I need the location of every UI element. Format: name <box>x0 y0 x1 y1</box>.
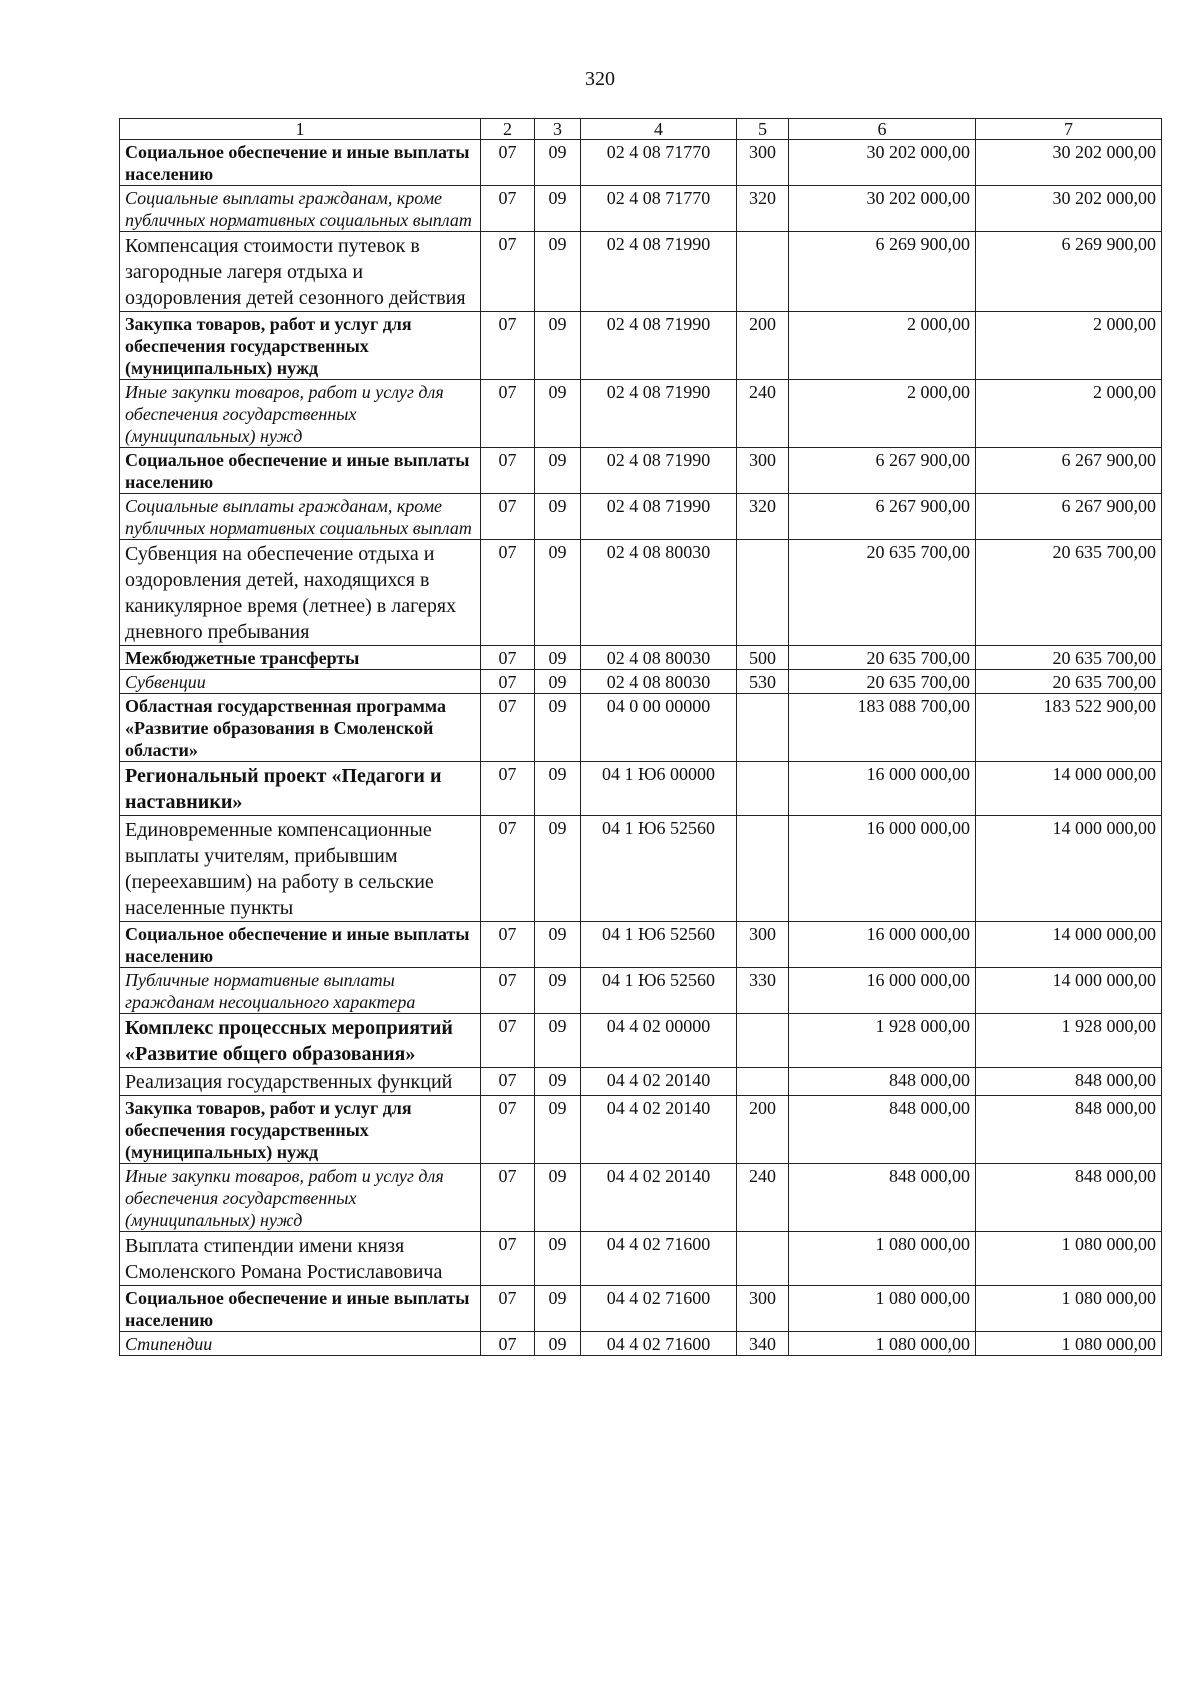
expense-type-cell: 330 <box>737 968 789 1014</box>
row-name-cell: Социальные выплаты гражданам, кроме публичных нормативных социальных выплат <box>120 186 481 232</box>
subsection-code-cell: 09 <box>535 816 581 922</box>
amount-year2-cell: 183 522 900,00 <box>976 694 1162 762</box>
amount-year1-cell: 16 000 000,00 <box>789 762 976 816</box>
subsection-code-cell: 09 <box>535 186 581 232</box>
row-name-cell: Региональный проект «Педагоги и наставники» <box>120 762 481 816</box>
section-code-cell: 07 <box>481 762 535 816</box>
table-row <box>120 1332 1162 1356</box>
target-article-cell: 04 4 02 20140 <box>581 1164 737 1232</box>
expense-type-cell: 320 <box>737 494 789 540</box>
row-name-cell: Субвенция на обеспечение отдыха и оздоровления детей, находящихся в каникулярное время (летнее) в лагерях дневного пребывания <box>120 540 481 646</box>
amount-year1-cell: 30 202 000,00 <box>789 186 976 232</box>
target-article-cell: 02 4 08 71990 <box>581 494 737 540</box>
expense-type-cell: 530 <box>737 670 789 694</box>
expense-type-cell: 300 <box>737 1286 789 1332</box>
expense-type-cell <box>737 232 789 312</box>
amount-year2-cell: 1 080 000,00 <box>976 1332 1162 1356</box>
amount-year2-cell: 20 635 700,00 <box>976 646 1162 670</box>
subsection-code-cell: 09 <box>535 922 581 968</box>
amount-year2-cell: 6 269 900,00 <box>976 232 1162 312</box>
amount-year1-cell: 6 267 900,00 <box>789 494 976 540</box>
expense-type-cell <box>737 762 789 816</box>
subsection-code-cell: 09 <box>535 1096 581 1164</box>
row-name-cell: Компенсация стоимости путевок в загородные лагеря отдыха и оздоровления детей сезонного действия <box>120 232 481 312</box>
row-name-cell: Иные закупки товаров, работ и услуг для обеспечения государственных (муниципальных) нужд <box>120 380 481 448</box>
expense-type-cell <box>737 540 789 646</box>
subsection-code-cell: 09 <box>535 232 581 312</box>
subsection-code-cell: 09 <box>535 1286 581 1332</box>
table-row <box>120 762 1162 816</box>
table-row <box>120 1096 1162 1164</box>
amount-year1-cell: 16 000 000,00 <box>789 922 976 968</box>
target-article-cell: 02 4 08 71770 <box>581 140 737 186</box>
table-header-row <box>120 119 1162 140</box>
header-cell-7: 7 <box>976 119 1162 140</box>
amount-year1-cell: 848 000,00 <box>789 1068 976 1096</box>
table-row <box>120 540 1162 646</box>
expense-type-cell: 320 <box>737 186 789 232</box>
row-name-cell: Областная государственная программа «Развитие образования в Смоленской области» <box>120 694 481 762</box>
subsection-code-cell: 09 <box>535 140 581 186</box>
table-row <box>120 448 1162 494</box>
amount-year1-cell: 16 000 000,00 <box>789 816 976 922</box>
target-article-cell: 02 4 08 71770 <box>581 186 737 232</box>
row-name-cell: Межбюджетные трансферты <box>120 646 481 670</box>
subsection-code-cell: 09 <box>535 762 581 816</box>
target-article-cell: 04 4 02 71600 <box>581 1332 737 1356</box>
target-article-cell: 04 1 Ю6 52560 <box>581 968 737 1014</box>
amount-year2-cell: 6 267 900,00 <box>976 448 1162 494</box>
row-name-cell: Реализация государственных функций <box>120 1068 481 1096</box>
section-code-cell: 07 <box>481 312 535 380</box>
section-code-cell: 07 <box>481 494 535 540</box>
header-cell-2: 2 <box>481 119 535 140</box>
row-name-cell: Субвенции <box>120 670 481 694</box>
subsection-code-cell: 09 <box>535 1164 581 1232</box>
table-row <box>120 968 1162 1014</box>
target-article-cell: 04 4 02 71600 <box>581 1286 737 1332</box>
table-row <box>120 1286 1162 1332</box>
expense-type-cell: 300 <box>737 922 789 968</box>
amount-year2-cell: 2 000,00 <box>976 380 1162 448</box>
amount-year2-cell: 848 000,00 <box>976 1068 1162 1096</box>
expense-type-cell <box>737 694 789 762</box>
row-name-cell: Социальное обеспечение и иные выплаты населению <box>120 922 481 968</box>
row-name-cell: Социальное обеспечение и иные выплаты населению <box>120 1286 481 1332</box>
amount-year2-cell: 1 080 000,00 <box>976 1286 1162 1332</box>
table-row <box>120 1068 1162 1096</box>
amount-year2-cell: 20 635 700,00 <box>976 670 1162 694</box>
section-code-cell: 07 <box>481 186 535 232</box>
amount-year1-cell: 30 202 000,00 <box>789 140 976 186</box>
table-row <box>120 670 1162 694</box>
table-row <box>120 646 1162 670</box>
target-article-cell: 04 4 02 20140 <box>581 1096 737 1164</box>
target-article-cell: 04 4 02 20140 <box>581 1068 737 1096</box>
amount-year1-cell: 1 928 000,00 <box>789 1014 976 1068</box>
section-code-cell: 07 <box>481 646 535 670</box>
expense-type-cell: 500 <box>737 646 789 670</box>
target-article-cell: 02 4 08 71990 <box>581 448 737 494</box>
target-article-cell: 02 4 08 80030 <box>581 540 737 646</box>
row-name-cell: Публичные нормативные выплаты гражданам несоциального характера <box>120 968 481 1014</box>
subsection-code-cell: 09 <box>535 380 581 448</box>
target-article-cell: 02 4 08 71990 <box>581 380 737 448</box>
amount-year2-cell: 848 000,00 <box>976 1164 1162 1232</box>
amount-year2-cell: 14 000 000,00 <box>976 762 1162 816</box>
section-code-cell: 07 <box>481 1096 535 1164</box>
section-code-cell: 07 <box>481 540 535 646</box>
section-code-cell: 07 <box>481 922 535 968</box>
subsection-code-cell: 09 <box>535 540 581 646</box>
section-code-cell: 07 <box>481 816 535 922</box>
header-cell-1: 1 <box>120 119 481 140</box>
subsection-code-cell: 09 <box>535 1232 581 1286</box>
subsection-code-cell: 09 <box>535 670 581 694</box>
target-article-cell: 04 4 02 00000 <box>581 1014 737 1068</box>
section-code-cell: 07 <box>481 694 535 762</box>
amount-year1-cell: 848 000,00 <box>789 1096 976 1164</box>
subsection-code-cell: 09 <box>535 312 581 380</box>
table-row <box>120 1232 1162 1286</box>
table-row <box>120 816 1162 922</box>
header-cell-6: 6 <box>789 119 976 140</box>
expense-type-cell: 240 <box>737 1164 789 1232</box>
expense-type-cell: 340 <box>737 1332 789 1356</box>
section-code-cell: 07 <box>481 380 535 448</box>
target-article-cell: 04 1 Ю6 52560 <box>581 922 737 968</box>
table-row <box>120 186 1162 232</box>
subsection-code-cell: 09 <box>535 694 581 762</box>
row-name-cell: Социальные выплаты гражданам, кроме публичных нормативных социальных выплат <box>120 494 481 540</box>
target-article-cell: 04 1 Ю6 52560 <box>581 816 737 922</box>
amount-year2-cell: 14 000 000,00 <box>976 922 1162 968</box>
row-name-cell: Выплата стипендии имени князя Смоленского Романа Ростиславовича <box>120 1232 481 1286</box>
budget-table <box>119 118 1162 1356</box>
expense-type-cell <box>737 1232 789 1286</box>
expense-type-cell: 240 <box>737 380 789 448</box>
table-row <box>120 312 1162 380</box>
amount-year2-cell: 30 202 000,00 <box>976 140 1162 186</box>
row-name-cell: Социальное обеспечение и иные выплаты населению <box>120 140 481 186</box>
target-article-cell: 02 4 08 71990 <box>581 232 737 312</box>
subsection-code-cell: 09 <box>535 646 581 670</box>
section-code-cell: 07 <box>481 1164 535 1232</box>
amount-year1-cell: 1 080 000,00 <box>789 1286 976 1332</box>
amount-year2-cell: 1 928 000,00 <box>976 1014 1162 1068</box>
section-code-cell: 07 <box>481 968 535 1014</box>
expense-type-cell: 200 <box>737 312 789 380</box>
section-code-cell: 07 <box>481 670 535 694</box>
table-row <box>120 232 1162 312</box>
header-cell-4: 4 <box>581 119 737 140</box>
section-code-cell: 07 <box>481 1014 535 1068</box>
amount-year2-cell: 6 267 900,00 <box>976 494 1162 540</box>
section-code-cell: 07 <box>481 1332 535 1356</box>
table-row <box>120 1164 1162 1232</box>
subsection-code-cell: 09 <box>535 1332 581 1356</box>
amount-year1-cell: 16 000 000,00 <box>789 968 976 1014</box>
row-name-cell: Единовременные компенсационные выплаты учителям, прибывшим (переехавшим) на работу в сельские населенные пункты <box>120 816 481 922</box>
table-row <box>120 380 1162 448</box>
amount-year2-cell: 1 080 000,00 <box>976 1232 1162 1286</box>
section-code-cell: 07 <box>481 448 535 494</box>
amount-year1-cell: 1 080 000,00 <box>789 1232 976 1286</box>
subsection-code-cell: 09 <box>535 968 581 1014</box>
amount-year1-cell: 20 635 700,00 <box>789 646 976 670</box>
expense-type-cell: 300 <box>737 140 789 186</box>
amount-year2-cell: 30 202 000,00 <box>976 186 1162 232</box>
table-row <box>120 494 1162 540</box>
table-row <box>120 140 1162 186</box>
expense-type-cell <box>737 1014 789 1068</box>
subsection-code-cell: 09 <box>535 1014 581 1068</box>
section-code-cell: 07 <box>481 1068 535 1096</box>
target-article-cell: 04 1 Ю6 00000 <box>581 762 737 816</box>
row-name-cell: Иные закупки товаров, работ и услуг для обеспечения государственных (муниципальных) нужд <box>120 1164 481 1232</box>
amount-year2-cell: 14 000 000,00 <box>976 816 1162 922</box>
amount-year1-cell: 183 088 700,00 <box>789 694 976 762</box>
section-code-cell: 07 <box>481 232 535 312</box>
amount-year1-cell: 2 000,00 <box>789 380 976 448</box>
amount-year2-cell: 20 635 700,00 <box>976 540 1162 646</box>
subsection-code-cell: 09 <box>535 1068 581 1096</box>
section-code-cell: 07 <box>481 1232 535 1286</box>
row-name-cell: Закупка товаров, работ и услуг для обеспечения государственных (муниципальных) нужд <box>120 1096 481 1164</box>
target-article-cell: 04 4 02 71600 <box>581 1232 737 1286</box>
subsection-code-cell: 09 <box>535 494 581 540</box>
header-cell-3: 3 <box>535 119 581 140</box>
header-cell-5: 5 <box>737 119 789 140</box>
expense-type-cell: 200 <box>737 1096 789 1164</box>
row-name-cell: Комплекс процессных мероприятий «Развитие общего образования» <box>120 1014 481 1068</box>
amount-year2-cell: 2 000,00 <box>976 312 1162 380</box>
target-article-cell: 02 4 08 71990 <box>581 312 737 380</box>
table-row <box>120 1014 1162 1068</box>
amount-year2-cell: 14 000 000,00 <box>976 968 1162 1014</box>
amount-year1-cell: 20 635 700,00 <box>789 670 976 694</box>
amount-year1-cell: 2 000,00 <box>789 312 976 380</box>
target-article-cell: 04 0 00 00000 <box>581 694 737 762</box>
section-code-cell: 07 <box>481 140 535 186</box>
table-row <box>120 694 1162 762</box>
amount-year2-cell: 848 000,00 <box>976 1096 1162 1164</box>
expense-type-cell <box>737 816 789 922</box>
row-name-cell: Стипендии <box>120 1332 481 1356</box>
amount-year1-cell: 6 269 900,00 <box>789 232 976 312</box>
amount-year1-cell: 20 635 700,00 <box>789 540 976 646</box>
expense-type-cell: 300 <box>737 448 789 494</box>
table-row <box>120 922 1162 968</box>
expense-type-cell <box>737 1068 789 1096</box>
target-article-cell: 02 4 08 80030 <box>581 646 737 670</box>
page-number: 320 <box>585 68 615 90</box>
target-article-cell: 02 4 08 80030 <box>581 670 737 694</box>
row-name-cell: Социальное обеспечение и иные выплаты населению <box>120 448 481 494</box>
amount-year1-cell: 1 080 000,00 <box>789 1332 976 1356</box>
row-name-cell: Закупка товаров, работ и услуг для обеспечения государственных (муниципальных) нужд <box>120 312 481 380</box>
subsection-code-cell: 09 <box>535 448 581 494</box>
amount-year1-cell: 848 000,00 <box>789 1164 976 1232</box>
section-code-cell: 07 <box>481 1286 535 1332</box>
amount-year1-cell: 6 267 900,00 <box>789 448 976 494</box>
